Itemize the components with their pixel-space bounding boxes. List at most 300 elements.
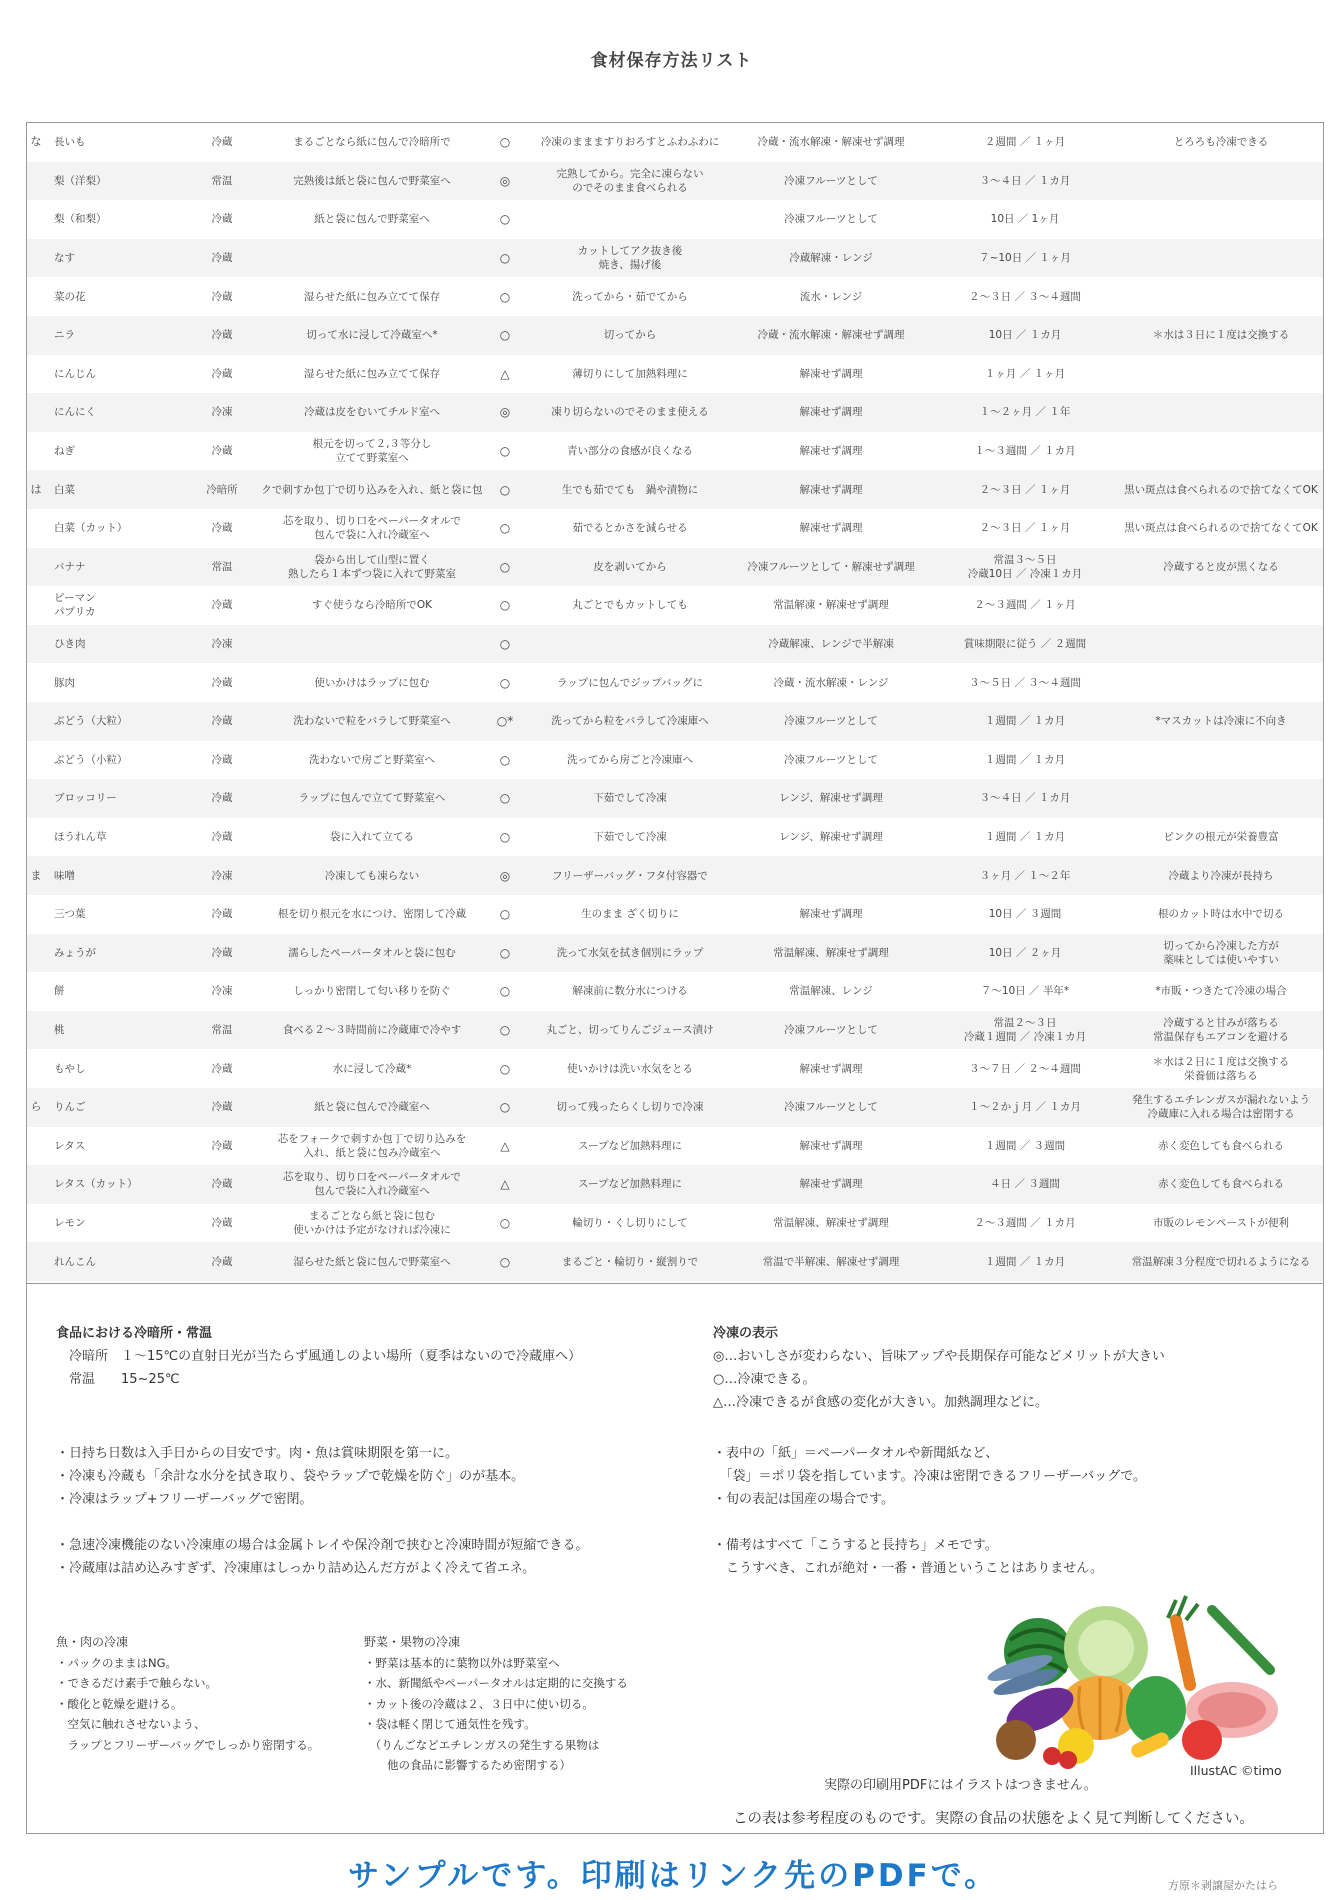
storage-method: しっかり密閉して匂い移りを防ぐ — [293, 985, 451, 998]
freeze-rating: ○ — [499, 559, 511, 574]
table-row — [27, 432, 1323, 471]
freeze-tips: 生でも茹でても 鍋や漬物に — [561, 483, 699, 496]
food-name: 桃 — [54, 1024, 65, 1037]
veg-fruit-notes — [364, 1632, 628, 1776]
freeze-rating: ○ — [499, 945, 511, 960]
remark: 切ってから冷凍した方が 薬味としては使いやすい — [1163, 939, 1279, 966]
storage-method: 紙と袋に包んで冷蔵室へ — [314, 1101, 430, 1114]
freeze-rating: ○ — [499, 830, 511, 845]
author-credit: 方原＊剥譲屋かたはら — [1168, 1879, 1278, 1892]
thaw-method: 常温解凍・解凍せず調理 — [773, 599, 889, 612]
remark: 発生するエチレンガスが漏れないよう 冷蔵庫に入れる場合は密閉する — [1131, 1094, 1311, 1121]
freeze-tips: 切って残ったらくし切りで冷凍 — [556, 1101, 704, 1114]
freeze-tips: スープなど加熱料理に — [578, 1139, 682, 1152]
table-row — [27, 856, 1323, 895]
food-name: 三つ葉 — [54, 908, 86, 921]
freeze-tips: 切ってから — [603, 329, 657, 342]
freeze-rating: △ — [500, 1138, 510, 1153]
freeze-rating: ○ — [499, 984, 511, 999]
table-row — [27, 1088, 1323, 1127]
table-row — [27, 586, 1323, 625]
table-notes — [713, 1442, 1146, 1580]
freeze-tips: 生のまま ざく切りに — [581, 908, 679, 921]
kana-label: ま — [30, 868, 42, 882]
food-name: ほうれん草 — [54, 831, 107, 844]
shelf-life: ４日 ／ ３週間 — [990, 1178, 1060, 1191]
storage-method: 食べる２～３時間前に冷蔵庫で冷やす — [282, 1024, 462, 1037]
freeze-rating: ○ — [499, 328, 511, 343]
freeze-tips: 洗ってから粒をバラして冷凍庫へ — [551, 715, 709, 728]
storage-method: クで刺すか包丁で切り込みを入れ、紙と袋に包 — [261, 483, 483, 496]
general-note-line: ・冷蔵庫は詰め込みすぎず、冷凍庫はしっかり詰め込んだ方がよく冷えて省エネ。 — [56, 1561, 536, 1576]
shelf-life: １週間 ／ １カ月 — [984, 1255, 1066, 1268]
table-note-line: ・備考はすべて「こうすると長持ち」メモです。 — [713, 1538, 998, 1553]
freeze-rating: ○ — [499, 1100, 511, 1115]
remark: *市販・つきたて冷凍の場合 — [1155, 985, 1287, 998]
storage-place: 冷蔵 — [211, 1139, 233, 1152]
green-pepper-shape — [1126, 1676, 1186, 1744]
thaw-method: 冷蔵・流水解凍・解凍せず調理 — [757, 136, 905, 149]
storage-place: 冷凍 — [211, 985, 233, 998]
remark: ＊水は３日に１度は交換する — [1152, 329, 1290, 342]
thaw-method: 冷凍フルーツとして — [784, 753, 878, 766]
storage-place: 冷蔵 — [211, 1217, 233, 1230]
tomato-shape — [1182, 1720, 1222, 1760]
storage-method: 芯を取り、切り口をペーパータオルで 包んで袋に入れ冷蔵室へ — [283, 1171, 461, 1198]
freeze-tips: 青い部分の食感が良くなる — [567, 445, 693, 458]
freeze-legend-heading: 冷凍の表示 — [713, 1326, 779, 1341]
general-note-line — [56, 1511, 588, 1534]
food-name: ひき肉 — [54, 638, 86, 651]
table-row — [27, 200, 1323, 239]
freeze-rating: ○ — [499, 251, 511, 266]
freeze-rating: ○ — [499, 482, 511, 497]
thaw-method: レンジ、解凍せず調理 — [779, 831, 883, 844]
freeze-tips: 解凍前に数分水につける — [572, 985, 688, 998]
shelf-life: ７~10日 ／ １ヶ月 — [979, 252, 1071, 265]
shelf-life: １週間 ／ ３週間 — [984, 1139, 1066, 1152]
storage-method: 使いかけはラップに包む — [314, 676, 430, 689]
storage-method: 洗わないで房ごと野菜室へ — [309, 753, 435, 766]
table-row — [27, 934, 1323, 973]
storage-place: 冷蔵 — [211, 792, 233, 805]
storage-method: 完熟後は紙と袋に包んで野菜室へ — [293, 174, 451, 187]
shelf-life: １週間 ／ １カ月 — [984, 715, 1066, 728]
page-title: 食材保存方法リスト — [590, 51, 753, 71]
shelf-life: １週間 ／ １カ月 — [984, 753, 1066, 766]
food-name: ニラ — [54, 329, 75, 342]
food-name: 梨（洋梨） — [54, 174, 107, 187]
food-name: バナナ — [54, 560, 86, 573]
fish-meat-notes — [56, 1632, 319, 1755]
freeze-rating: ○ — [499, 1023, 511, 1038]
table-row — [27, 355, 1323, 394]
freeze-legend — [713, 1322, 1165, 1414]
thaw-method: 冷凍フルーツとして — [784, 213, 878, 226]
freeze-rating: ○ — [499, 791, 511, 806]
freeze-rating: ◎ — [499, 868, 511, 883]
thaw-method: 冷蔵・流水解凍・レンジ — [773, 676, 889, 689]
thaw-method: 冷凍フルーツとして — [784, 174, 878, 187]
food-name: 餅 — [54, 985, 65, 998]
storage-place: 冷蔵 — [211, 676, 233, 689]
fish-meat-line: ・できるだけ素手で触らない。 — [56, 1676, 217, 1690]
thaw-method: 解凍せず調理 — [799, 522, 863, 535]
fish-meat-line: ・酸化と乾燥を避ける。 — [56, 1696, 183, 1711]
food-name: れんこん — [54, 1255, 96, 1268]
storage-places-line: 冷暗所 １～15℃の直射日光が当たらず風通しのよい場所（夏季はないので冷蔵庫へ） — [56, 1349, 582, 1364]
storage-method: まるごとなら紙に包んで冷暗所で — [293, 136, 451, 149]
storage-place: 冷蔵 — [211, 1101, 233, 1114]
storage-method: 根元を切って２,３等分し 立てて野菜室へ — [312, 438, 432, 465]
shelf-life: 10日 ／ ３週間 — [988, 908, 1062, 921]
thaw-method: 常温で半解凍、解凍せず調理 — [762, 1255, 900, 1268]
freeze-rating: ○ — [499, 1061, 511, 1076]
thaw-method: 常温解凍、解凍せず調理 — [773, 946, 889, 959]
storage-place: 常温 — [211, 560, 233, 573]
freeze-tips: フリーザーバッグ・フタ付容器で — [552, 869, 708, 882]
remark: 黒い斑点は食べられるので捨てなくてOK — [1124, 522, 1318, 535]
shelf-life: １～２ヶ月 ／ １年 — [979, 406, 1071, 419]
vegetables-illustration — [980, 1590, 1310, 1770]
fish-meat-heading: 魚・肉の冷凍 — [56, 1635, 129, 1649]
freeze-tips: まるごと・輪切り・縦割りで — [561, 1255, 699, 1268]
freeze-rating: ○ — [499, 675, 511, 690]
fish-meat-line: ラップとフリーザーバッグでしっかり密閉する。 — [56, 1737, 320, 1752]
remark: ＊水は２日に１度は交換する 栄養価は落ちる — [1152, 1055, 1290, 1082]
food-name: りんご — [54, 1101, 86, 1114]
food-name: レタス — [54, 1139, 86, 1152]
table-row — [27, 625, 1323, 664]
freeze-tips: 下茹でして冷凍 — [593, 792, 667, 805]
sample-banner[interactable]: サンプルです。印刷はリンク先のPDFで。 — [348, 1858, 999, 1894]
storage-method: 冷凍しても凍らない — [324, 869, 420, 882]
thaw-method: 流水・レンジ — [799, 290, 863, 303]
food-name: 長いも — [54, 136, 86, 149]
freeze-tips: 丸ごとでもカットしても — [572, 599, 688, 612]
shelf-life: １ヶ月 ／ １ヶ月 — [984, 367, 1066, 380]
freeze-tips: 凍り切らないのでそのまま使える — [551, 406, 709, 419]
table-row — [27, 548, 1323, 587]
freeze-rating: ○ — [499, 1216, 511, 1231]
storage-place: 冷蔵 — [211, 213, 233, 226]
table-row — [27, 972, 1323, 1011]
food-name: レタス（カット） — [54, 1178, 138, 1191]
storage-place: 冷蔵 — [211, 908, 233, 921]
table-divider — [27, 1283, 1323, 1284]
thaw-method: 解凍せず調理 — [799, 445, 863, 458]
storage-place: 冷蔵 — [211, 599, 233, 612]
remark: *マスカットは冷凍に不向き — [1155, 715, 1287, 728]
table-note-line: 「袋」＝ポリ袋を指しています。冷凍は密閉できるフリーザーバッグで。 — [713, 1469, 1147, 1484]
thaw-method: レンジ、解凍せず調理 — [779, 792, 883, 805]
freeze-rating: ○ — [499, 212, 511, 227]
shelf-life: ２～３日 ／ １ヶ月 — [979, 522, 1071, 535]
shelf-life: ３～４日 ／ １カ月 — [979, 792, 1071, 805]
freeze-tips: ラップに包んでジップバッグに — [557, 676, 703, 689]
freeze-rating: △ — [500, 366, 510, 381]
storage-place: 冷蔵 — [211, 946, 233, 959]
storage-place: 冷凍 — [211, 638, 233, 651]
food-name: 白菜（カット） — [54, 522, 128, 535]
shelf-life: １週間 ／ １カ月 — [984, 831, 1066, 844]
storage-method: 袋に入れて立てる — [330, 831, 414, 844]
table-row — [27, 1011, 1323, 1050]
freeze-rating: ◎ — [499, 405, 511, 420]
shelf-life: 常温３～５日 冷蔵10日 ／ 冷凍１カ月 — [967, 553, 1083, 580]
freeze-rating: ○ — [499, 907, 511, 922]
remark: 赤く変色しても食べられる — [1158, 1178, 1284, 1191]
general-note-line: ・急速冷凍機能のない冷凍庫の場合は金属トレイや保冷剤で挟むと冷凍時間が短縮できる。 — [56, 1538, 589, 1553]
storage-method: 水に浸して冷蔵* — [332, 1062, 412, 1075]
fish-meat-line: 空気に触れさせないよう、 — [56, 1717, 206, 1731]
general-note-line: ・冷凍も冷蔵も「余計な水分を拭き取り、袋やラップで乾燥を防ぐ」のが基本。 — [56, 1469, 525, 1484]
food-name: にんじん — [54, 367, 96, 380]
thaw-method: 常温解凍、レンジ — [789, 985, 873, 998]
illustration-credit: IllustAC ©timo — [1190, 1763, 1282, 1778]
freeze-tips: 冷凍のままますりおろすとふわふわに — [540, 136, 720, 149]
storage-place: 冷蔵 — [211, 136, 233, 149]
table-row — [27, 316, 1323, 355]
freeze-rating: ◎ — [499, 173, 511, 188]
food-name: 味噌 — [54, 869, 75, 882]
freeze-rating: ○ — [499, 1254, 511, 1269]
veg-fruit-line: ・カット後の冷蔵は２、３日中に使い切る。 — [364, 1696, 594, 1711]
food-name: にんにく — [54, 406, 96, 419]
freeze-tips: 丸ごと、切ってりんごジュース漬け — [546, 1024, 714, 1037]
thaw-method: 解凍せず調理 — [799, 406, 863, 419]
shelf-life: 賞味期限に従う ／ ２週間 — [963, 638, 1087, 651]
shelf-life: ３～４日 ／ １カ月 — [979, 174, 1071, 187]
freeze-rating: ○ — [499, 598, 511, 613]
freeze-tips: 洗って水気を拭き個別にラップ — [556, 946, 704, 959]
veg-fruit-line: ・袋は軽く閉じて通気性を残す。 — [364, 1717, 536, 1731]
freeze-tips: 洗ってから房ごと冷凍庫へ — [567, 753, 693, 766]
table-row — [27, 123, 1323, 162]
shelf-life: ２～３日 ／ １ヶ月 — [979, 483, 1071, 496]
table-row — [27, 277, 1323, 316]
food-name: レモン — [54, 1217, 86, 1230]
thaw-method: 解凍せず調理 — [799, 367, 863, 380]
table-row — [27, 1165, 1323, 1204]
storage-method: 芯をフォークで刺すか包丁で切り込みを 入れ、紙と袋に包み冷蔵室へ — [277, 1132, 467, 1159]
table-note-line — [713, 1511, 1146, 1534]
remark: 冷蔵すると皮が黒くなる — [1163, 560, 1279, 573]
table-row — [27, 509, 1323, 548]
thaw-method: 冷蔵解凍、レンジで半解凍 — [768, 638, 894, 651]
thaw-method: 解凍せず調理 — [799, 483, 863, 496]
table-row — [27, 1242, 1323, 1281]
freeze-legend-line: ◎…おいしさが変わらない、旨味アップや長期保存可能などメリットが大きい — [713, 1349, 1165, 1364]
storage-place: 常温 — [211, 174, 233, 187]
storage-method: 根を切り根元を水につけ、密閉して冷蔵 — [277, 908, 467, 921]
thaw-method: 解凍せず調理 — [799, 1062, 863, 1075]
food-name: 白菜 — [54, 483, 75, 496]
food-name: ぶどう（大粒） — [54, 715, 128, 728]
food-name: ねぎ — [54, 445, 75, 458]
storage-place: 冷蔵 — [211, 1062, 233, 1075]
veg-fruit-line: （りんごなどエチレンガスの発生する果物は — [364, 1737, 600, 1752]
storage-method: 袋から出して山型に置く 熟したら１本ずつ袋に入れて野菜室 — [288, 553, 456, 580]
freeze-tips: 使いかけは洗い水気をとる — [567, 1062, 693, 1075]
storage-place: 常温 — [211, 1024, 233, 1037]
remark: 黒い斑点は食べられるので捨てなくてOK — [1124, 483, 1318, 496]
carrot-shape — [1176, 1620, 1190, 1685]
thaw-method: 冷凍フルーツとして — [784, 715, 878, 728]
table-row — [27, 663, 1323, 702]
freeze-legend-line: △…冷凍できるが食感の変化が大きい。加熱調理などに。 — [713, 1395, 1048, 1410]
freeze-tips: スープなど加熱料理に — [578, 1178, 682, 1191]
remark: 冷蔵より冷凍が長持ち — [1168, 869, 1274, 882]
freeze-rating: △ — [500, 1177, 510, 1192]
storage-method: 切って水に浸して冷蔵室へ* — [306, 329, 438, 342]
kana-label: ら — [30, 1100, 42, 1114]
thaw-method: 解凍せず調理 — [799, 908, 863, 921]
remark: 市販のレモンペーストが便利 — [1153, 1217, 1289, 1230]
storage-place: 冷凍 — [211, 869, 233, 882]
shelf-life: ２週間 ／ １ヶ月 — [984, 136, 1066, 149]
storage-method: 湿らせた紙と袋に包んで野菜室へ — [293, 1255, 451, 1268]
shelf-life: ７～10日 ／ 半年* — [980, 985, 1070, 998]
freeze-rating: ○ — [499, 289, 511, 304]
freeze-rating: ○* — [496, 714, 514, 729]
shelf-life: ２～３週間 ／ １カ月 — [974, 1217, 1076, 1230]
shelf-life: 10日 ／ １カ月 — [988, 329, 1062, 342]
food-name: ぶどう（小粒） — [54, 753, 128, 766]
freeze-tips: 輪切り・くし切りにして — [572, 1217, 688, 1230]
remark: 根のカット時は水中で切る — [1158, 908, 1284, 921]
table-row — [27, 779, 1323, 818]
shelf-life: ３～７日 ／ ２～４週間 — [969, 1062, 1081, 1075]
freeze-tips: 下茹でして冷凍 — [593, 831, 667, 844]
shelf-life: 10日 ／ ２ヶ月 — [988, 946, 1062, 959]
table-note-line: こうすべき、これが絶対・一番・普通ということはありません。 — [713, 1561, 1104, 1576]
storage-place: 冷蔵 — [211, 1178, 233, 1191]
remark: 赤く変色しても食べられる — [1158, 1139, 1284, 1152]
table-row — [27, 1204, 1323, 1243]
table-row — [27, 741, 1323, 780]
disclaimer: この表は参考程度のものです。実際の食品の状態をよく見て判断してください。 — [733, 1811, 1254, 1827]
shelf-life: ３ヶ月 ／ １～２年 — [979, 869, 1071, 882]
food-name: みょうが — [54, 946, 96, 959]
food-name: もやし — [54, 1062, 86, 1075]
freeze-tips: 洗ってから・茹でてから — [572, 290, 688, 303]
freeze-tips: 完熟してから。完全に凍らない のでそのまま食べられる — [556, 167, 704, 194]
table-note-line: ・表中の「紙」＝ペーパータオルや新聞紙など、 — [713, 1446, 999, 1461]
table-note-line: ・旬の表記は国産の場合です。 — [713, 1492, 894, 1507]
table-row — [27, 162, 1323, 201]
shelf-life: 10日 ／ 1ヶ月 — [990, 213, 1060, 226]
leek-shape — [1212, 1610, 1270, 1670]
freeze-tips: カットしてアク抜き後 焼き、揚げ後 — [577, 245, 683, 272]
shelf-life: ２～３日 ／ ３～４週間 — [969, 290, 1081, 303]
storage-method: 芯を取り、切り口をペーパータオルで 包んで袋に入れ冷蔵室へ — [283, 515, 461, 542]
storage-method: 湿らせた紙に包み立てて保存 — [303, 290, 441, 303]
storage-place: 冷蔵 — [211, 445, 233, 458]
storage-method: 紙と袋に包んで野菜室へ — [314, 213, 430, 226]
general-note-line: ・日持ち日数は入手日からの目安です。肉・魚は賞味期限を第一に。 — [56, 1446, 458, 1461]
freeze-rating: ○ — [499, 135, 511, 150]
remark: 冷蔵すると甘みが落ちる 常温保存もエアコンを避ける — [1153, 1017, 1289, 1044]
storage-place: 冷蔵 — [211, 831, 233, 844]
table-row — [27, 1127, 1323, 1166]
storage-place: 冷蔵 — [211, 522, 233, 535]
storage-place: 冷蔵 — [211, 290, 233, 303]
thaw-method: 解凍せず調理 — [799, 1139, 863, 1152]
thaw-method: 冷凍フルーツとして・解凍せず調理 — [747, 560, 915, 573]
storage-method: 洗わないで粒をバラして野菜室へ — [293, 715, 451, 728]
table-row — [27, 1049, 1323, 1088]
food-name: 豚肉 — [54, 676, 75, 689]
table-row — [27, 393, 1323, 432]
storage-place: 冷暗所 — [206, 483, 238, 496]
storage-method: 湿らせた紙に包み立てて保存 — [303, 367, 441, 380]
fish-meat-line: ・パックのままはNG。 — [56, 1655, 178, 1670]
table-row — [27, 818, 1323, 857]
storage-method: すぐ使うなら冷暗所でOK — [311, 599, 433, 612]
freeze-rating: ○ — [499, 444, 511, 459]
storage-place: 冷蔵 — [211, 753, 233, 766]
food-name: 梨（和梨） — [54, 213, 107, 226]
veg-fruit-line: 他の食品に影響するため密閉する） — [364, 1758, 571, 1772]
storage-place: 冷蔵 — [211, 329, 233, 342]
table-row — [27, 702, 1323, 741]
storage-place: 冷凍 — [211, 406, 233, 419]
general-notes — [56, 1442, 588, 1580]
thaw-method: 冷凍フルーツとして — [784, 1101, 878, 1114]
freeze-tips: 薄切りにして加熱料理に — [572, 367, 688, 380]
food-name: なす — [54, 252, 75, 265]
storage-places-heading: 食品における冷暗所・常温 — [56, 1326, 213, 1341]
veg-fruit-heading: 野菜・果物の冷凍 — [364, 1635, 461, 1649]
general-note-line: ・冷凍はラップ+フリーザーバッグで密閉。 — [56, 1492, 313, 1507]
remark: とろろも冷凍できる — [1173, 136, 1269, 149]
kana-label: は — [30, 482, 42, 496]
shelf-life: ３～５日 ／ ３～４週間 — [969, 676, 1081, 689]
shelf-life: １～２かｊ月 ／ １カ月 — [969, 1101, 1081, 1114]
kana-label: な — [30, 135, 42, 149]
table-row — [27, 895, 1323, 934]
thaw-method: 冷凍フルーツとして — [784, 1024, 878, 1037]
storage-place: 冷蔵 — [211, 1255, 233, 1268]
freeze-tips: 皮を剥いてから — [593, 560, 667, 573]
food-name: 菜の花 — [54, 290, 86, 303]
food-name: ブロッコリー — [54, 792, 117, 805]
shelf-life: １～３週間 ／ １カ月 — [974, 445, 1076, 458]
freeze-tips: 茹でるとかさを減らせる — [572, 522, 688, 535]
shelf-life: 常温２～３日 冷蔵１週間 ／ 冷凍１カ月 — [963, 1017, 1087, 1044]
remark: 常温解凍３分程度で切れるようになる — [1131, 1255, 1311, 1268]
food-name: ピーマン パプリカ — [54, 592, 96, 619]
freeze-rating: ○ — [499, 637, 511, 652]
storage-places-notes — [56, 1322, 581, 1391]
freeze-rating: ○ — [499, 752, 511, 767]
thaw-method: 解凍せず調理 — [799, 1178, 863, 1191]
storage-method: 冷蔵は皮をむいてチルド室へ — [304, 406, 440, 419]
onion-shape — [996, 1720, 1036, 1760]
storage-method: 濡らしたペーパータオルと袋に包む — [288, 946, 456, 959]
illustration-caption: 実際の印刷用PDFにはイラストはつきません。 — [824, 1778, 1097, 1793]
freeze-legend-line: ○…冷凍できる。 — [713, 1372, 816, 1387]
thaw-method: 冷蔵解凍・レンジ — [789, 252, 873, 265]
storage-place: 冷蔵 — [211, 252, 233, 265]
storage-place: 冷蔵 — [211, 367, 233, 380]
remark: ピンクの根元が栄養豊富 — [1163, 831, 1279, 844]
freeze-rating: ○ — [499, 521, 511, 536]
storage-method: まるごとなら紙と袋に包む 使いかけは予定がなければ冷凍に — [293, 1210, 451, 1237]
table-row — [27, 239, 1323, 278]
thaw-method: 冷蔵・流水解凍・解凍せず調理 — [757, 329, 905, 342]
